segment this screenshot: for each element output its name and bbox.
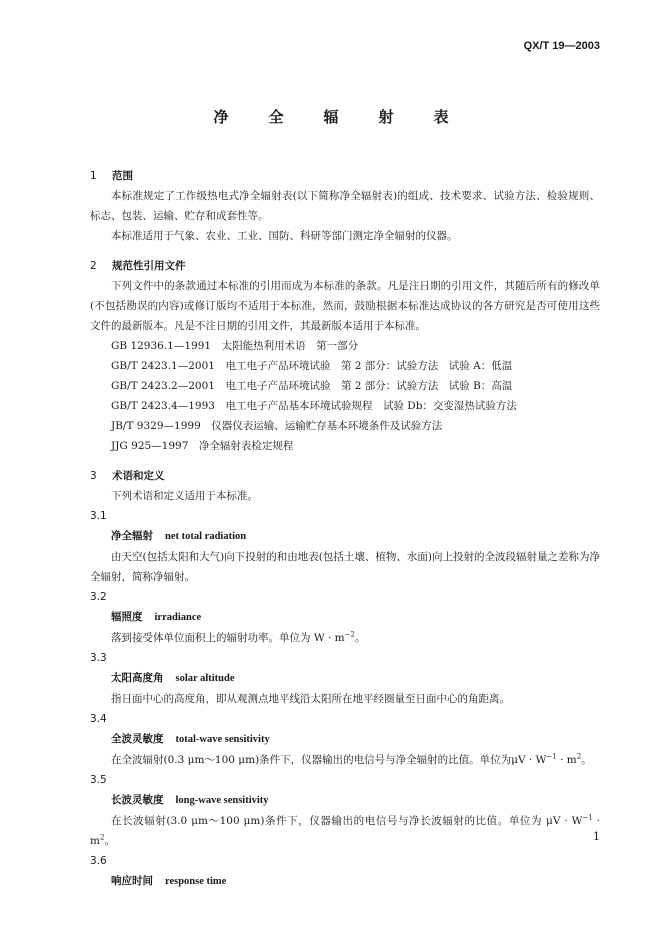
superscript: −1 (546, 752, 557, 761)
term-chinese: 辐照度 (111, 611, 143, 623)
term-number: 3.6 (90, 855, 107, 867)
term-english: long-wave sensitivity (175, 795, 269, 806)
term-heading (90, 607, 600, 628)
term-chinese: 太阳高度角 (111, 672, 164, 684)
term-heading (90, 790, 600, 811)
definition-text: 落到接受体单位面积上的辐射功率。单位为 W · m (111, 632, 345, 644)
document-title: 净全辐射表 (213, 108, 489, 126)
term-english: total-wave sensitivity (175, 734, 270, 745)
term-english: response time (165, 876, 227, 887)
term-definition: 由天空(包括太阳和大气)向下投射的和由地表(包括土壤、植物、水面)向上投射的全波段辐射量之差称为净全辐射，简称净辐射。 (90, 551, 600, 583)
paragraph: 本标准适用于气象、农业、工业、国防、科研等部门测定净全辐射的仪器。 (111, 230, 458, 242)
term-number: 3.5 (90, 774, 107, 786)
section-title: 术语和定义 (112, 470, 165, 482)
term-chinese: 长波灵敏度 (111, 794, 164, 806)
term-definition (90, 811, 600, 851)
paragraph: 下列文件中的条款通过本标准的引用而成为本标准的条款。凡是注日期的引用文件，其随后所有的修改单(不包括勘误的内容)或修订版均不适用于本标准，然而，鼓励根据本标准达成协议的各方研究是否可使用这些文件的最新版本。凡是不注日期的引用文件，其最新版本适用于本标准。 (90, 280, 600, 332)
term-english: net total radiation (165, 531, 247, 542)
term-definition: 指日面中心的高度角，即从观测点地平线沿太阳所在地平经圈量至日面中心的角距离。 (111, 693, 510, 705)
term-chinese: 响应时间 (111, 875, 153, 887)
term-heading (90, 526, 600, 547)
definition-end: 。 (354, 632, 366, 644)
superscript: −2 (344, 630, 355, 639)
paragraph: 下列术语和定义适用于本标准。 (111, 490, 258, 502)
definition-end: 。 (104, 835, 115, 847)
term-number: 3.1 (90, 510, 107, 522)
term-heading (90, 871, 600, 892)
term-heading (90, 668, 600, 689)
section-title: 规范性引用文件 (112, 260, 186, 272)
reference-item: GB/T 2423.1—2001 电工电子产品环境试验 第 2 部分：试验方法 试验 A：低温 (111, 360, 513, 372)
term-number: 3.4 (90, 713, 107, 725)
reference-item: GB/T 2423.2—2001 电工电子产品环境试验 第 2 部分：试验方法 试验 B：高温 (111, 380, 513, 392)
definition-text: 在全波辐射(0.3 μm～100 μm)条件下，仪器输出的电信号与净全辐射的比值。单位为μV · W (111, 754, 547, 766)
term-definition (90, 628, 600, 648)
definition-end: 。 (581, 754, 592, 766)
term-number: 3.3 (90, 652, 107, 664)
reference-item: JJG 925—1997 净全辐射表检定规程 (111, 440, 294, 452)
document-body (90, 156, 600, 892)
term-heading (90, 729, 600, 750)
superscript: −1 (582, 813, 593, 822)
page-number: 1 (593, 830, 600, 843)
definition-mid: · m (90, 815, 600, 847)
section-number: 2 (90, 260, 97, 272)
reference-item: GB/T 2423.4—1993 电工电子产品基本环境试验规程 试验 Db：交变湿热试验方法 (111, 400, 517, 412)
superscript: 2 (99, 833, 105, 842)
term-definition (90, 750, 600, 770)
term-english: solar altitude (175, 673, 235, 684)
superscript: 2 (576, 752, 582, 761)
standard-number: QX/T 19—2003 (523, 40, 600, 52)
reference-item: GB 12936.1—1991 太阳能热利用术语 第一部分 (111, 340, 359, 352)
definition-mid: · m (556, 754, 577, 766)
term-chinese: 全波灵敏度 (111, 733, 164, 745)
section-number: 1 (90, 170, 97, 182)
section-heading-terms (90, 466, 600, 486)
paragraph: 本标准规定了工作级热电式净全辐射表(以下简称净全辐射表)的组成、技术要求、试验方法、检验规则、标志、包装、运输、贮存和成套性等。 (90, 190, 600, 222)
section-heading-normative-references (90, 256, 600, 276)
term-number: 3.2 (90, 591, 107, 603)
term-english: irradiance (154, 612, 202, 623)
section-heading-scope (90, 166, 600, 186)
section-title: 范围 (112, 170, 133, 182)
definition-text: 在长波辐射(3.0 μm～100 μm)条件下，仪器输出的电信号与净长波辐射的比值。单位为 μV · W (111, 815, 583, 827)
term-chinese: 净全辐射 (111, 530, 153, 542)
section-number: 3 (90, 470, 97, 482)
reference-item: JB/T 9329—1999 仪器仪表运输、运输贮存基本环境条件及试验方法 (111, 420, 443, 432)
